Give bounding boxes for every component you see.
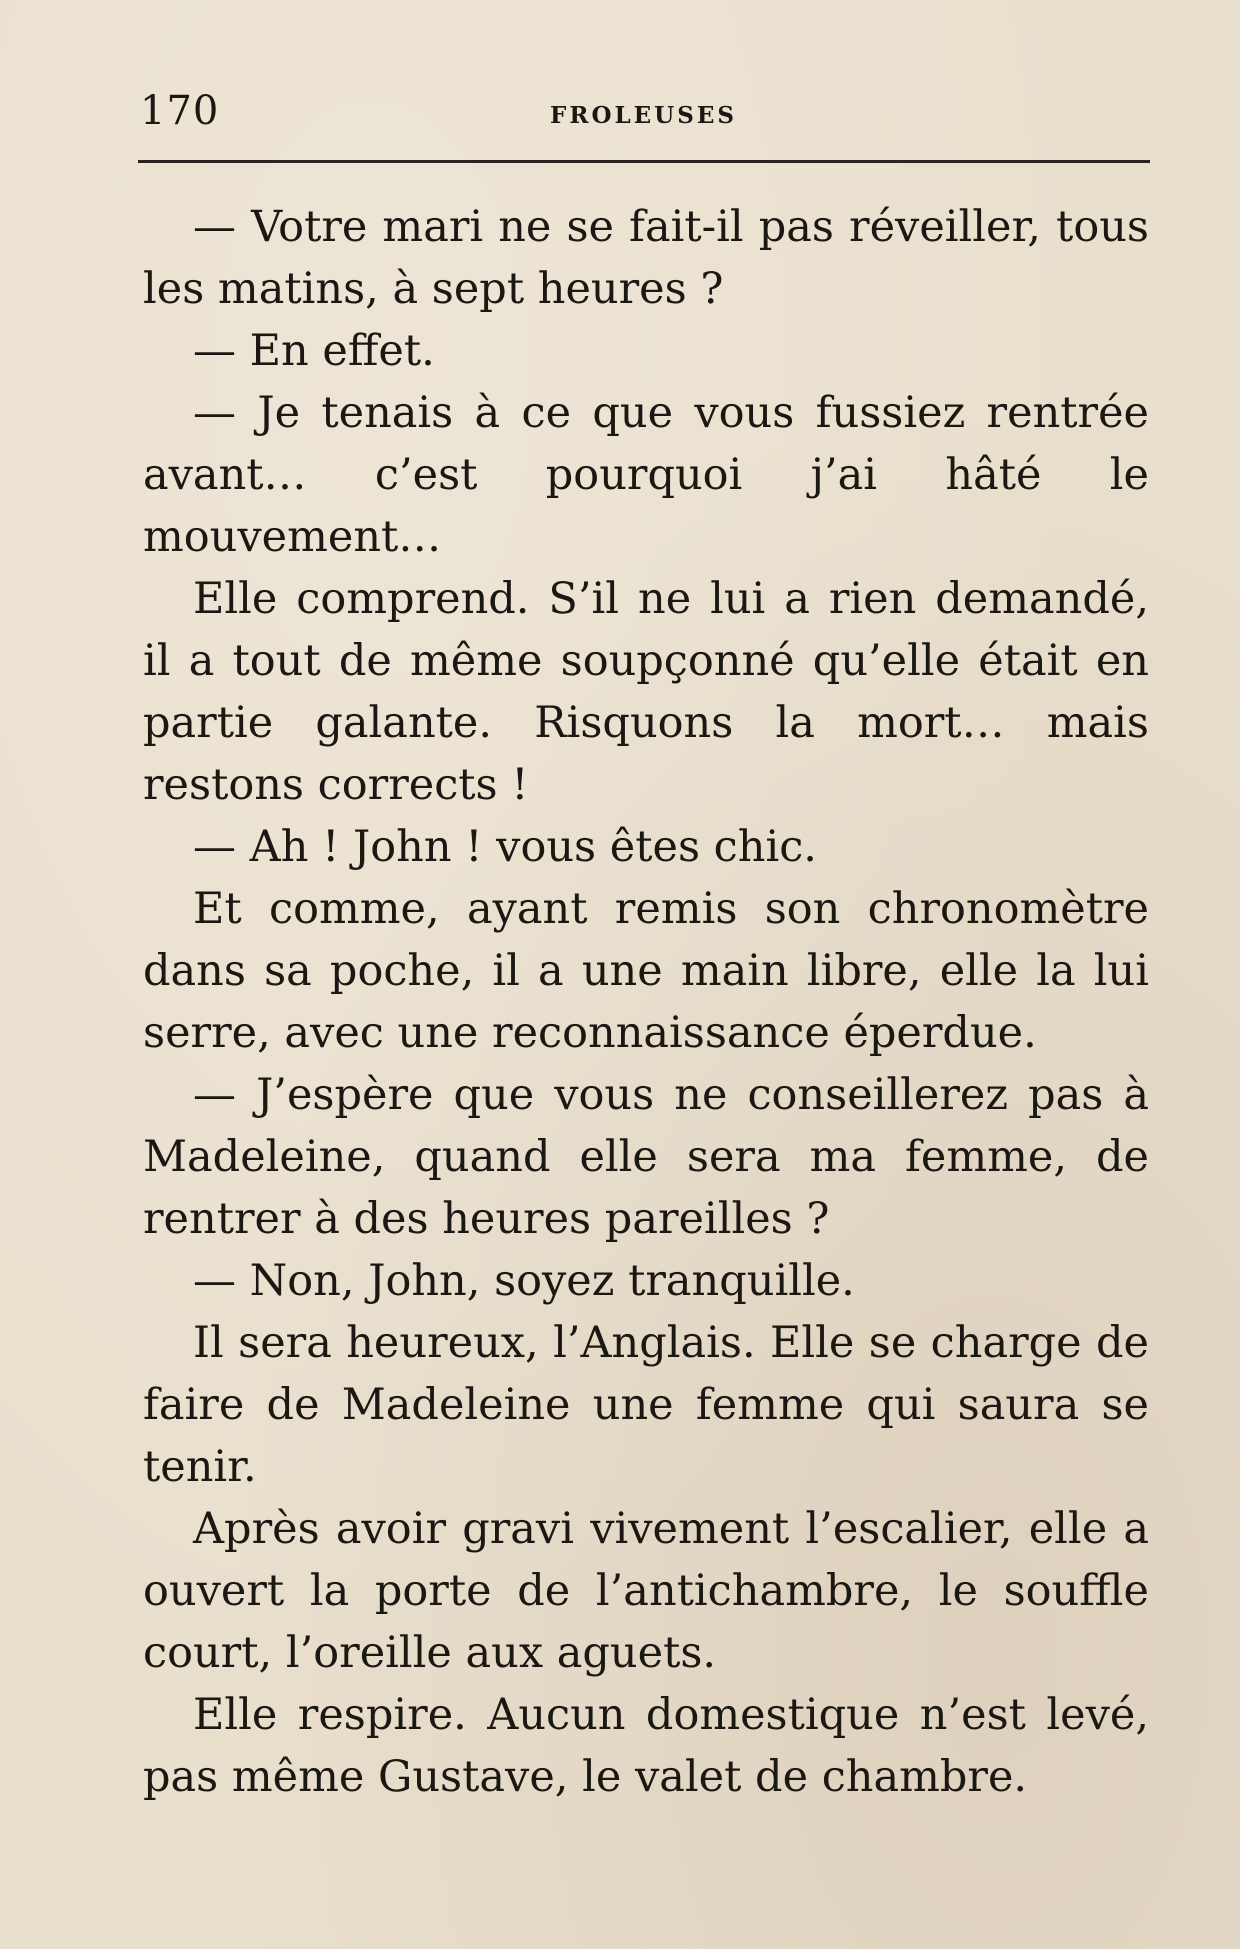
paragraph: — Ah ! John ! vous êtes chic. (193, 822, 817, 872)
paragraph: — Je tenais à ce que vous fussiez rentrée avant… c’est pourquoi j’ai hâté le mouvement… (143, 388, 1149, 562)
paragraph: Elle comprend. S’il ne lui a rien demandé, il a tout de même soupçonné qu’elle était en partie galante. Risquons la mort… mais restons corrects ! (143, 574, 1149, 810)
page-number: 170 (140, 88, 220, 134)
running-title: FROLEUSES (550, 102, 737, 129)
body-text (143, 196, 1149, 1808)
paragraph: — Non, John, soyez tranquille. (193, 1256, 855, 1306)
header-rule (138, 160, 1150, 163)
paragraph: Elle respire. Aucun domestique n’est levé, pas même Gustave, le valet de chambre. (143, 1690, 1149, 1802)
paragraph: Après avoir gravi vivement l’escalier, elle a ouvert la porte de l’antichambre, le souffle court, l’oreille aux aguets. (143, 1504, 1149, 1678)
paragraph: Il sera heureux, l’Anglais. Elle se charge de faire de Madeleine une femme qui saura se tenir. (143, 1318, 1149, 1492)
paragraph: — En effet. (193, 326, 435, 376)
running-head (140, 78, 1150, 138)
paragraph: — J’espère que vous ne conseillerez pas à Madeleine, quand elle sera ma femme, de rentrer à des heures pareilles ? (143, 1070, 1149, 1244)
paragraph: Et comme, ayant remis son chronomètre dans sa poche, il a une main libre, elle la lui serre, avec une reconnaissance éperdue. (143, 884, 1149, 1058)
paragraph: — Votre mari ne se fait-il pas réveiller, tous les matins, à sept heures ? (143, 202, 1149, 314)
